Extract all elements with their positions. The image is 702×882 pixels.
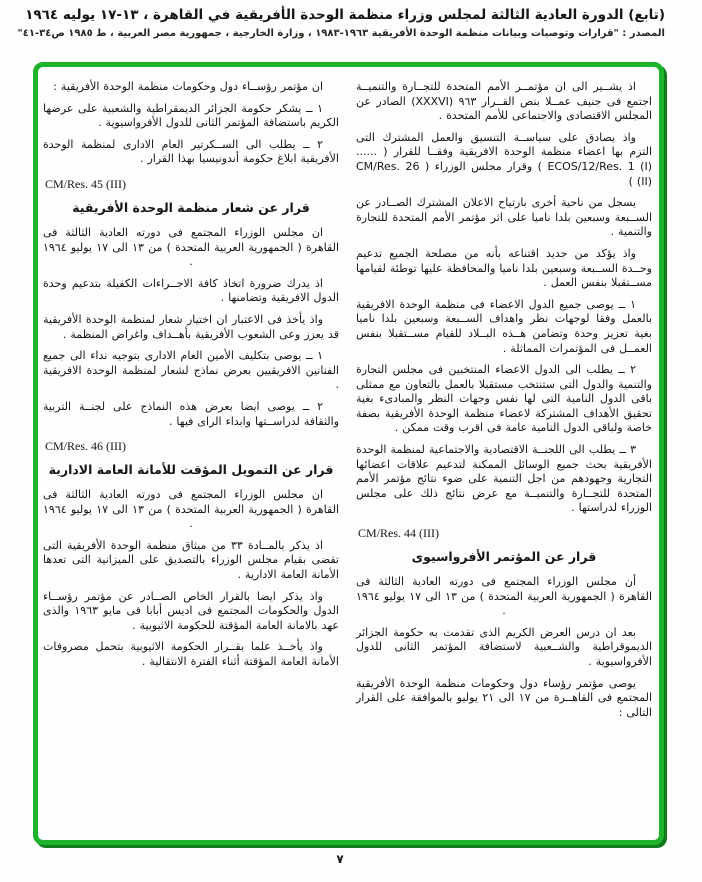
- paragraph: واذ يأخــذ علما بقــرار الحكومة الاثيوبية بتحمل مصروفات الأمانة العامة المؤقتة أثناء الفترة الانتقالية .: [43, 640, 339, 669]
- page-number: ٧: [336, 852, 344, 866]
- paragraph: بعد ان درس العرض الكريم الذى تقدمت به حكومة الجزائر الديموقراطية والشــعبية لاستضافة المؤتمر الثانى للدول الأفرواسيوية .: [356, 625, 652, 668]
- right-column: [356, 80, 652, 832]
- paragraph: ان مجلس الوزراء المجتمع فى دورته العادية الثالثة فى القاهرة ( الجمهورية العربية المتحدة ) من ١٣ الى ١٧ يوليو ١٩٦٤ .: [43, 225, 339, 269]
- resolution-title: قرار عن التمويل المؤقت للأمانة العامة الادارية: [48, 462, 334, 478]
- paragraph: واذ يذكر ايضا بالقرار الخاص الصــادر عن مؤتمر رؤســاء الدول والحكومات المجتمع فى اديس أبابا فى مايو ١٩٦٣ والذى عهد بالامانة العامة المؤقتة للحكومة الاثيوبية .: [43, 589, 339, 632]
- resolution-ref: CM/Res. 45 (III): [45, 176, 126, 191]
- paragraph: واذ يؤكد من جديد اقتناعه بأنه من مصلحة الجميع تدعيم وحــدة الســبعة وسبعين بلدا ناميا والمحافظة عليها توطئة لقيامها مســتقبلا بنفس العمل .: [356, 246, 652, 290]
- paragraph: ١ ــ يوصى جميع الدول الاعضاء فى منظمة الوحدة الافريقية بالعمل وفقا لوجهات نظر واهداف الســبعة وسبعين بلدا ناميا بغية تعزيز وحدة وتضامن هــذه البــلاد للقيام مســتقبلا بنفس العمــل فى المؤتمرات المماثلة .: [356, 297, 652, 355]
- source-citation: المصدر : "قرارات وتوصيات وبيانات منظمة الوحدة الأفريقية ١٩٦٣-١٩٨٣ ، وزارة الخارجية ، جمهورية مصر العربية ، ط ١٩٨٥ ص٣٤-٤١": [17, 28, 665, 39]
- paragraph: ٣ ــ يطلب الى اللجنــة الاقتصادية والاجتماعية لمنظمة الوحدة الأفريقية بحث جميع الوسائل الممكنة لتدعيم علاقات اعضائها التجارية وجهودهم من اجل التنمية على ضوء نتائج مؤتمر الأمم المتحدة للتجــارة والتنميــة مع عرض نتائج ذلك على مجلس الوزراء لدراستها .: [356, 443, 652, 515]
- page-header: [17, 6, 665, 39]
- paragraph: اذ يدرك ضرورة اتخاذ كافة الاجــراءات الكفيلة بتدعيم وحدة الدول الافريقية وتضامنها .: [43, 276, 339, 305]
- resolution-title: قرار عن شعار منظمة الوحدة الأفريقية: [72, 199, 310, 215]
- paragraph: يوصى مؤتمر رؤساء دول وحكومات منظمة الوحدة الأفريقية المجتمع فى القاهــرة من ١٧ الى ٢١ يوليو بالموافقة على القرار التالى :: [356, 676, 653, 719]
- paragraph: أن مجلس الوزراء المجتمع فى دورته العادية الثالثة فى القاهرة ( الجمهورية العربية المتحدة ) من ١٣ الى ١٧ يوليو ١٩٦٤ .: [356, 575, 652, 618]
- two-column-layout: [38, 67, 659, 840]
- paragraph: واذ يصادق على سياســة التنسيق والعمل المشترك التى التزم بها اعضاء منظمة الوحدة الافريقية وفقــا للقرار ( ...... ‎ECOS/12/Res. 1 (I)‎ ) وقرار مجلس الوزراء ( ‎CM/Res. 26 (II)‎ ): [356, 130, 653, 188]
- paragraph: يسجل من ناحية أخرى بارتياح الاعلان المشترك الصــادر عن الســبعة وسبعين بلدا ناميا على اثر مؤتمر الأمم المتحدة للتجارة والتنمية .: [356, 196, 652, 239]
- paragraph: ان مؤتمر رؤســاء دول وحكومات منظمة الوحدة الأفريقية :: [53, 80, 323, 93]
- resolution-ref: CM/Res. 44 (III): [358, 526, 439, 541]
- paragraph: ٢ ــ يطلب الى الســكرتير العام الادارى لمنظمة الوحدة الأفريقية ابلاغ حكومة أندونيسيا بهذا القرار .: [43, 137, 339, 166]
- paragraph: ٢ ــ يطلب الى الدول الاعضاء المنتخبين فى مجلس التجارة والتنمية والدول التى ستنتخب مستقبلا بالعمل بالتعاون مع ممثلى باقى الدول النامية التى لها نفس وجهات النظر والمبادىء بغية تحقيق الأهداف المشتركة لاعضاء منظمة الوحدة الأفريقية بصفة خاصة ولباقى الدول النامية عامة فى اقرب وقت ممكن .: [356, 363, 652, 435]
- paragraph: ١ ــ يوصى بتكليف الأمين العام الادارى بتوجيه نداء الى جميع الفنانين الافريقيين بعرض نماذج لشعار لمنظمة الوحدة الافريقية .: [43, 349, 339, 392]
- left-column: [43, 80, 339, 832]
- resolution-title: قرار عن المؤتمر الأفرواسيوى: [411, 549, 597, 565]
- paragraph: واذ يأخذ فى الاعتبار ان اختيار شعار لمنظمة الوحدة الأفريقية قد يعزز وعى الشعوب الأفريقية بأهــداف واغراض المنظمة .: [43, 312, 339, 341]
- paragraph: اذ يذكر بالمــادة ٣٣ من ميثاق منظمة الوحدة الأفريقية التى تقضى بقيام مجلس الوزراء بالتصديق على الميزانية التى تعدها الأمانة العامة الادارية .: [43, 538, 339, 582]
- paragraph: ٢ ــ يوصى ايضا بعرض هذه النماذج على لجنــة التربية والثقافة لدراســتها وابداء الراى فيها .: [43, 399, 339, 428]
- session-title: (تابع) الدورة العادية الثالثة لمجلس وزراء منظمة الوحدة الأفريقية في القاهرة ، ١٣-١٧ يوليه ١٩٦٤: [25, 7, 665, 23]
- paragraph: ١ ــ يشكر حكومة الجزائر الديمقراطية والشعبية على عرضها الكريم باستضافة المؤتمر الثانى للدول الأفرواسيوية .: [43, 101, 339, 130]
- paragraph: اذ يشــير الى ان مؤتمــر الأمم المتحدة للتجــارة والتنميــة اجتمع فى جنيف عمــلا بنص القــرار ٩٦٣ ‎(XXXVI)‎ الصادر عن المجلس الاقتصادى والاجتماعى للأمم المتحدة .: [356, 80, 652, 123]
- content-border-frame: [33, 62, 664, 845]
- resolution-ref: CM/Res. 46 (III): [45, 439, 126, 454]
- paragraph: ان مجلس الوزراء المجتمع فى دورته العادية الثالثة فى القاهرة ( الجمهورية العربية المتحدة ) من ١٣ الى ١٧ يوليو ١٩٦٤ .: [43, 488, 339, 531]
